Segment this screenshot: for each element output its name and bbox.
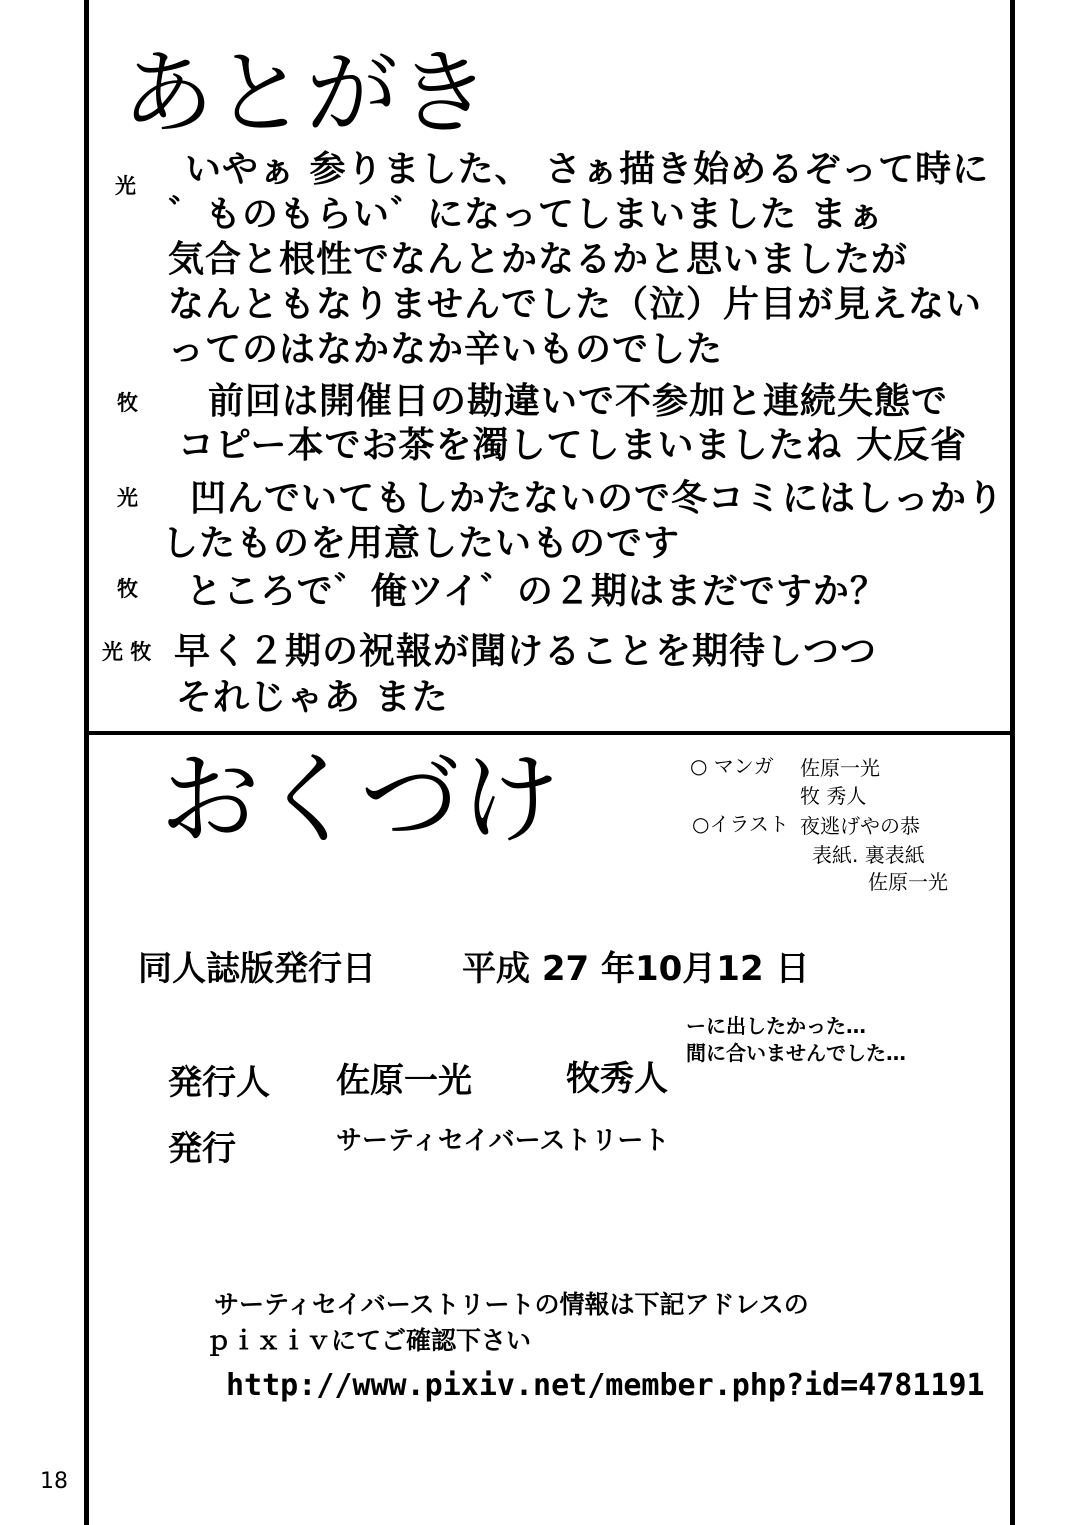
- issue-date: 平成 27 年10月12 日: [462, 949, 810, 989]
- afterword-line: コピー本でお茶を濁してしまいましたね 大反省: [178, 425, 968, 466]
- left-border-line: [84, 0, 89, 1525]
- credit-manga-name-2: 牧 秀人: [800, 784, 867, 808]
- colophon-title: おくづけ: [160, 741, 560, 858]
- issue-date-label: 同人誌版発行日: [138, 949, 376, 989]
- credit-manga-label: ○ マンガ: [690, 754, 774, 778]
- speaker-label: 光: [115, 174, 136, 198]
- speaker-label: 牧: [117, 391, 138, 415]
- afterword-line: 凹んでいてもしかたないので冬コミにはしっかり: [190, 478, 1005, 519]
- afterword-line: 気合と根性でなんとかなるかと思いましたが: [168, 239, 909, 280]
- afterword-line: ってのはなかなか辛いものでした: [168, 329, 724, 370]
- pixiv-url[interactable]: http://www.pixiv.net/member.php?id=4781191: [226, 1368, 985, 1403]
- publisher-name-1: 佐原一光: [336, 1061, 472, 1101]
- afterword-line: ゛ものもらい゛になってしまいました まぁ: [168, 194, 885, 235]
- afterword-line: それじゃあ また: [176, 677, 449, 718]
- afterword-line: 前回は開催日の勘違いで不参加と連続失態で: [208, 381, 949, 422]
- issuer-label: 発行: [168, 1129, 236, 1169]
- note-line: ーに出したかった…: [686, 1014, 866, 1038]
- page-number: 18: [40, 1469, 68, 1494]
- afterword-line: ところで゛俺ツイ゛の２期はまだですか？: [186, 571, 887, 612]
- publisher-label: 発行人: [168, 1063, 270, 1103]
- section-divider: [84, 731, 1015, 735]
- info-line: サーティセイバーストリートの情報は下記アドレスの: [214, 1290, 809, 1319]
- note-line: 間に合いませんでした…: [686, 1041, 906, 1065]
- credit-cover-label: 表紙. 裏表紙: [812, 843, 925, 867]
- speaker-label: 光 牧: [102, 640, 152, 664]
- credit-illust-name: 夜逃げやの恭: [800, 814, 920, 838]
- afterword-line: なんともなりませんでした（泣）片目が見えない: [168, 284, 983, 325]
- publisher-name-2: 牧秀人: [566, 1059, 668, 1099]
- afterword-title: あとがき: [122, 40, 491, 147]
- info-line: ｐｉｘｉｖにてご確認下さい: [206, 1326, 532, 1355]
- credit-illust-label: ○イラスト: [692, 812, 789, 836]
- speaker-label: 光: [117, 486, 138, 510]
- afterword-line: 早く２期の祝報が聞けることを期待しつつ: [174, 631, 878, 672]
- issuer-name: サーティセイバーストリート: [336, 1126, 670, 1156]
- afterword-line: いやぁ 参りました、 さぁ描き始めるぞって時に: [185, 149, 990, 190]
- afterword-line: したものを用意したいものです: [162, 523, 681, 564]
- speaker-label: 牧: [117, 577, 138, 601]
- right-border-line: [1010, 0, 1015, 1525]
- credit-cover-name: 佐原一光: [868, 870, 948, 894]
- credit-manga-name-1: 佐原一光: [800, 756, 880, 780]
